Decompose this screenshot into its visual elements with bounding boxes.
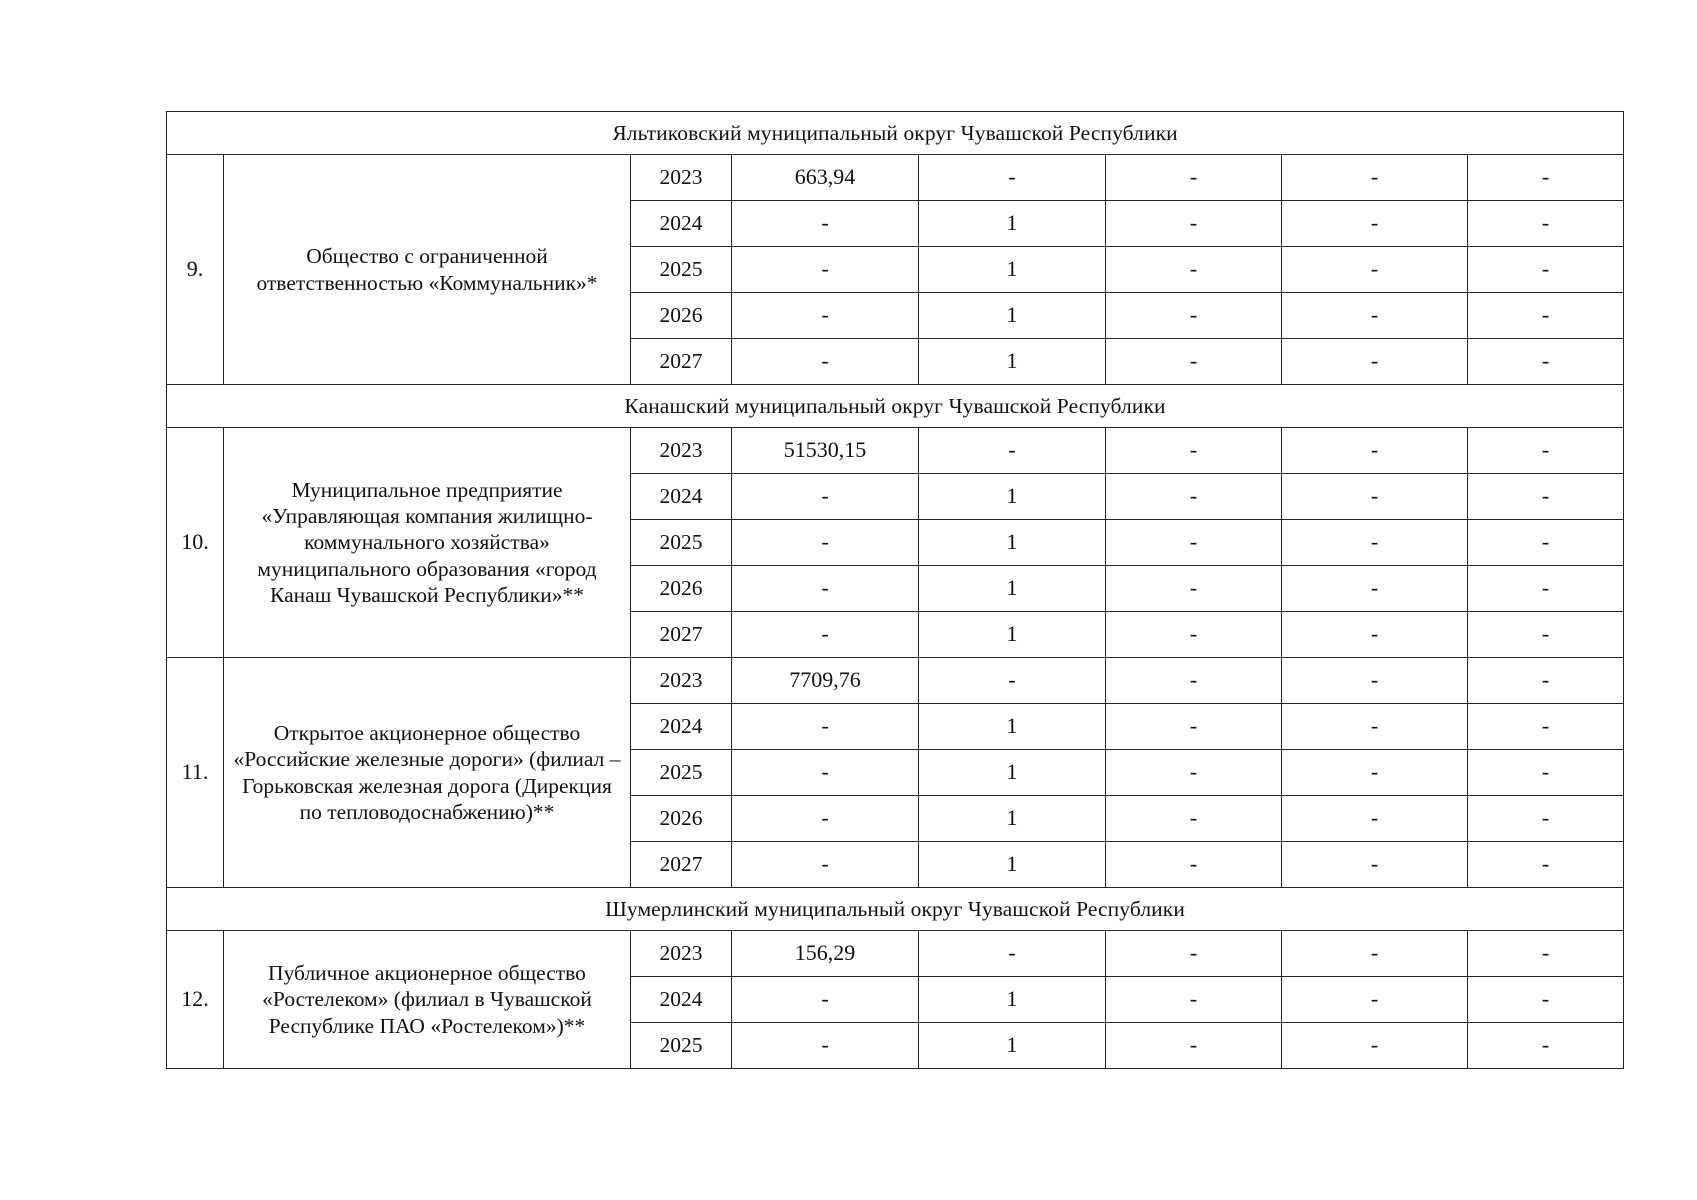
value-cell: - xyxy=(1106,704,1282,750)
value-cell: - xyxy=(1282,796,1468,842)
value-cell: 1 xyxy=(919,520,1106,566)
value-cell: - xyxy=(1468,1023,1624,1069)
value-cell: - xyxy=(1106,750,1282,796)
value-cell: - xyxy=(1468,474,1624,520)
value-cell: - xyxy=(732,1023,919,1069)
value-cell: 1 xyxy=(919,750,1106,796)
year-cell: 2025 xyxy=(631,1023,732,1069)
value-cell: - xyxy=(1468,750,1624,796)
value-cell: 1 xyxy=(919,1023,1106,1069)
year-cell: 2023 xyxy=(631,931,732,977)
value-cell: - xyxy=(732,612,919,658)
value-cell: 1 xyxy=(919,474,1106,520)
value-cell: - xyxy=(1468,520,1624,566)
year-cell: 2025 xyxy=(631,750,732,796)
value-cell: - xyxy=(1282,247,1468,293)
value-cell: - xyxy=(1106,247,1282,293)
value-cell: - xyxy=(732,796,919,842)
value-cell: - xyxy=(1282,520,1468,566)
section-row xyxy=(167,112,1624,155)
year-cell: 2026 xyxy=(631,566,732,612)
value-cell: - xyxy=(1282,977,1468,1023)
value-cell: - xyxy=(1468,247,1624,293)
organization-name: Общество с ограниченной ответственностью «Коммунальник»* xyxy=(224,155,631,385)
value-cell: - xyxy=(1106,293,1282,339)
value-cell: - xyxy=(1282,750,1468,796)
value-cell: - xyxy=(1106,612,1282,658)
value-cell: - xyxy=(1468,155,1624,201)
value-cell: 1 xyxy=(919,704,1106,750)
value-cell: - xyxy=(1282,566,1468,612)
section-row xyxy=(167,385,1624,428)
value-cell: - xyxy=(1468,658,1624,704)
value-cell: - xyxy=(1106,842,1282,888)
value-cell: - xyxy=(1468,796,1624,842)
value-cell: 1 xyxy=(919,566,1106,612)
value-cell: 1 xyxy=(919,612,1106,658)
value-cell: 1 xyxy=(919,977,1106,1023)
value-cell: - xyxy=(1106,977,1282,1023)
year-cell: 2024 xyxy=(631,977,732,1023)
organization-name: Открытое акционерное общество «Российские железные дороги» (филиал – Горьковская железная дорога (Дирекция по тепловодоснабжению)** xyxy=(224,658,631,888)
year-cell: 2023 xyxy=(631,155,732,201)
value-cell: - xyxy=(919,931,1106,977)
value-cell: - xyxy=(1106,201,1282,247)
year-cell: 2025 xyxy=(631,247,732,293)
value-cell: - xyxy=(1106,520,1282,566)
value-cell: - xyxy=(1282,704,1468,750)
value-cell: - xyxy=(732,339,919,385)
year-cell: 2023 xyxy=(631,428,732,474)
table-row xyxy=(167,931,1624,977)
value-cell: - xyxy=(1468,201,1624,247)
value-cell: - xyxy=(1282,842,1468,888)
value-cell: 1 xyxy=(919,201,1106,247)
value-cell: - xyxy=(1282,658,1468,704)
value-cell: - xyxy=(732,704,919,750)
value-cell: - xyxy=(1106,474,1282,520)
value-cell: - xyxy=(1106,339,1282,385)
value-cell: - xyxy=(1468,612,1624,658)
row-number: 12. xyxy=(167,931,224,1069)
value-cell: - xyxy=(1282,931,1468,977)
value-cell: - xyxy=(1106,1023,1282,1069)
value-cell: - xyxy=(919,428,1106,474)
section-row xyxy=(167,888,1624,931)
value-cell: - xyxy=(1468,293,1624,339)
year-cell: 2024 xyxy=(631,704,732,750)
value-cell: 1 xyxy=(919,293,1106,339)
row-number: 11. xyxy=(167,658,224,888)
table-row xyxy=(167,155,1624,201)
value-cell: - xyxy=(732,293,919,339)
year-cell: 2026 xyxy=(631,293,732,339)
value-cell: - xyxy=(919,658,1106,704)
value-cell: - xyxy=(919,155,1106,201)
value-cell: - xyxy=(1282,293,1468,339)
value-cell: - xyxy=(1468,704,1624,750)
value-cell: - xyxy=(1106,796,1282,842)
value-cell: - xyxy=(732,566,919,612)
value-cell: - xyxy=(1282,1023,1468,1069)
year-cell: 2025 xyxy=(631,520,732,566)
document-page xyxy=(166,111,1623,1069)
value-cell: - xyxy=(732,977,919,1023)
value-cell: - xyxy=(732,750,919,796)
value-cell: - xyxy=(1468,842,1624,888)
organization-name: Публичное акционерное общество «Ростелеком» (филиал в Чувашской Республике ПАО «Ростелеком»)** xyxy=(224,931,631,1069)
year-cell: 2024 xyxy=(631,474,732,520)
value-cell: - xyxy=(732,474,919,520)
year-cell: 2027 xyxy=(631,612,732,658)
section-title: Шумерлинский муниципальный округ Чувашской Республики xyxy=(167,888,1624,931)
value-cell: 1 xyxy=(919,842,1106,888)
value-cell: - xyxy=(1282,474,1468,520)
row-number: 10. xyxy=(167,428,224,658)
year-cell: 2024 xyxy=(631,201,732,247)
year-cell: 2023 xyxy=(631,658,732,704)
tariff-table xyxy=(166,111,1624,1069)
row-number: 9. xyxy=(167,155,224,385)
value-cell: - xyxy=(1282,428,1468,474)
value-cell: - xyxy=(1468,339,1624,385)
value-cell: 156,29 xyxy=(732,931,919,977)
value-cell: - xyxy=(1468,977,1624,1023)
value-cell: - xyxy=(732,247,919,293)
year-cell: 2027 xyxy=(631,339,732,385)
value-cell: 1 xyxy=(919,339,1106,385)
value-cell: 1 xyxy=(919,247,1106,293)
value-cell: - xyxy=(1106,931,1282,977)
value-cell: - xyxy=(732,201,919,247)
year-cell: 2027 xyxy=(631,842,732,888)
value-cell: 1 xyxy=(919,796,1106,842)
table-row xyxy=(167,658,1624,704)
value-cell: - xyxy=(1282,201,1468,247)
value-cell: - xyxy=(1282,612,1468,658)
value-cell: - xyxy=(1106,658,1282,704)
year-cell: 2026 xyxy=(631,796,732,842)
value-cell: - xyxy=(732,520,919,566)
organization-name: Муниципальное предприятие «Управляющая компания жилищно-коммунального хозяйства» муниципального образования «город Канаш Чувашской Республики»** xyxy=(224,428,631,658)
value-cell: - xyxy=(1468,566,1624,612)
value-cell: 51530,15 xyxy=(732,428,919,474)
value-cell: - xyxy=(732,842,919,888)
value-cell: - xyxy=(1106,155,1282,201)
value-cell: - xyxy=(1468,931,1624,977)
value-cell: - xyxy=(1106,428,1282,474)
value-cell: 7709,76 xyxy=(732,658,919,704)
value-cell: - xyxy=(1106,566,1282,612)
value-cell: - xyxy=(1282,155,1468,201)
value-cell: - xyxy=(1282,339,1468,385)
table-row xyxy=(167,428,1624,474)
section-title: Яльтиковский муниципальный округ Чувашской Республики xyxy=(167,112,1624,155)
section-title: Канашский муниципальный округ Чувашской Республики xyxy=(167,385,1624,428)
value-cell: - xyxy=(1468,428,1624,474)
value-cell: 663,94 xyxy=(732,155,919,201)
